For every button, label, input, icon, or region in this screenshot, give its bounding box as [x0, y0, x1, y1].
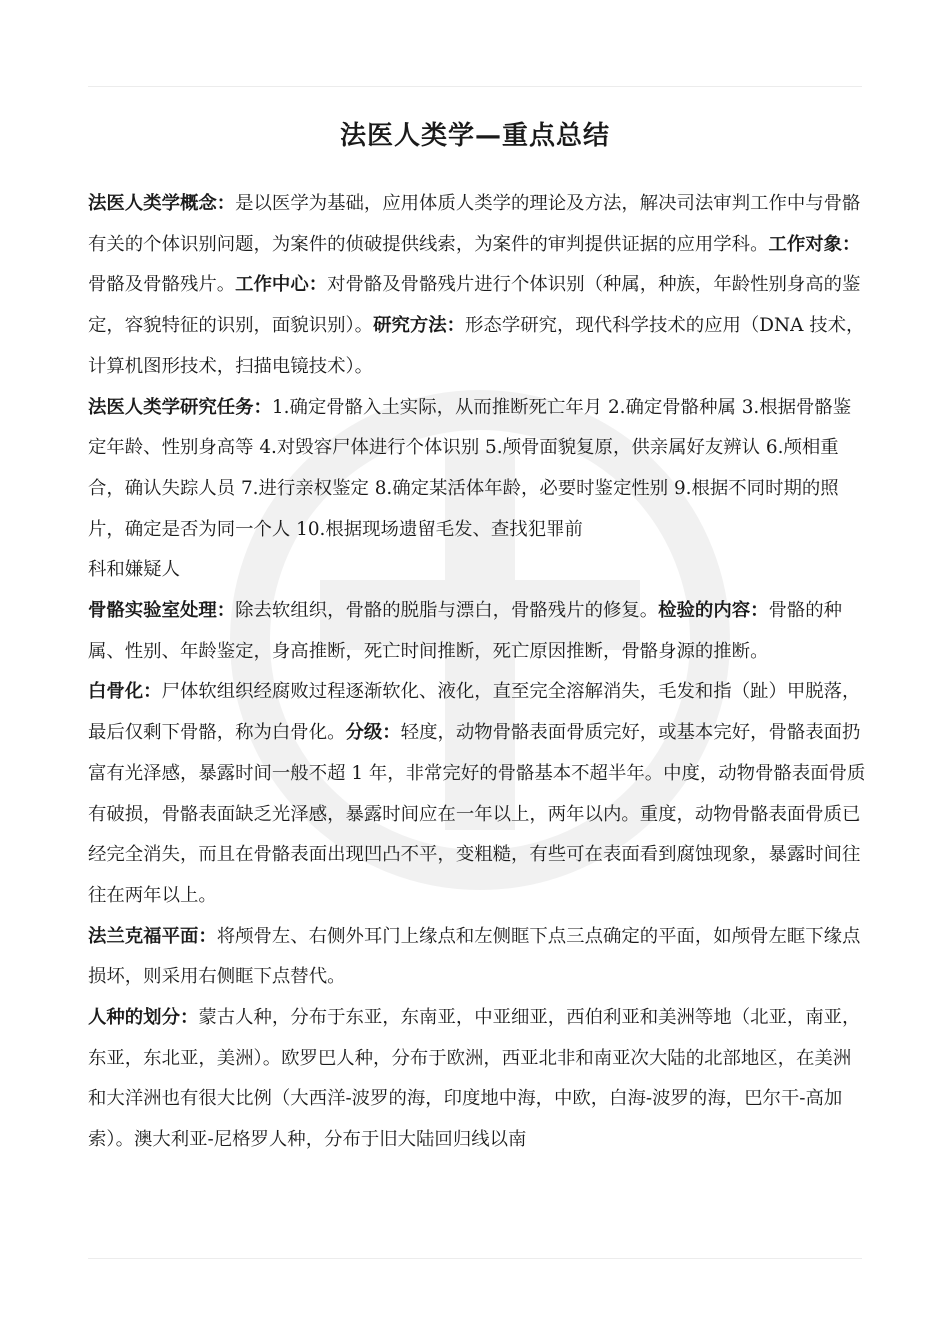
concept-text: 是以医学为基础，应用体质人类学的理论及方法，解决司法审判工作中与骨骼有关的个体识别问题，为案件的侦破提供线索，为案件的审判提供证据的应用学科。: [88, 193, 861, 255]
research-method-heading: 研究方法：: [373, 315, 466, 337]
grade-text: 轻度，动物骨骼表面骨质完好，或基本完好，骨骼表面扔富有光泽感，暴露时间一般不超 1 年，非常完好的骨骼基本不超半年。中度，动物骨骼表面骨质有破损，骨骼表面缺乏光泽感，暴露时间应在一年以上，两年以内。重度，动物骨骼表面骨质已经完全消失，而且在骨骼表面出现凹凸不平，变粗糙，有些可在表面看到腐蚀现象，暴露时间往往在两年以上。: [88, 722, 866, 906]
page-title: 法医人类学—重点总结: [339, 121, 610, 151]
skeletonization-text: 尸体软组织经腐败过程逐渐软化、液化，直至完全溶解消失，毛发和指（趾）甲脱落，最后仅剩下骨骼，称为白骨化。: [88, 681, 861, 744]
race-text: 蒙古人种，分布于东亚，东南亚，中亚细亚，西伯利亚和美洲等地（北亚，南亚，东亚，东北亚，美洲）。欧罗巴人种，分布于欧洲，西亚北非和南亚次大陆的北部地区，在美洲和大洋洲也有很大比例（大西洋-波罗的海，印度地中海，中欧，白海-波罗的海，巴尔干-高加索）。澳大利亚-尼格罗人种，分布于旧大陆回归线以南: [88, 1007, 861, 1151]
tasks-heading: 法医人类学研究任务：: [88, 396, 272, 418]
work-object-text: 骨骼及骨骼残片。: [88, 274, 236, 296]
concept-heading: 法医人类学概念：: [88, 193, 236, 214]
paragraph-concept: [88, 184, 868, 388]
inspection-content-text: 骨骼的种属、性别、年龄鉴定，身高推断，死亡时间推断，死亡原因推断，骨骼身源的推断。: [88, 600, 843, 662]
skeletonization-heading: 白骨化：: [88, 681, 162, 703]
footer-divider: [88, 1258, 862, 1259]
paragraph-tasks: [88, 388, 868, 551]
paragraph-frankfurt: [88, 917, 868, 998]
tasks-text: 1.确定骨骼入土实际，从而推断死亡年月 2.确定骨骼种属 3.根据骨骼鉴定年龄、性别身高等 4.对毁容尸体进行个体识别 5.颅骨面貌复原，供亲属好友辨认 6.颅相重合，确认失踪人员 7.进行亲权鉴定 8.确定某活体年龄，必要时鉴定性别 9.根据不同时期的照片，确定是否为同一个人 10.根据现场遗留毛发、查找犯罪前: [88, 396, 852, 540]
inspection-content-heading: 检验的内容：: [658, 600, 769, 622]
paragraph-race: [88, 998, 868, 1161]
frankfurt-heading: 法兰克福平面：: [88, 925, 217, 947]
lab-heading: 骨骼实验室处理：: [88, 600, 236, 622]
grade-heading: 分级：: [345, 722, 401, 744]
work-center-heading: 工作中心：: [235, 274, 328, 296]
race-heading: 人种的划分：: [88, 1007, 199, 1029]
tasks-tail-text: 科和嫌疑人: [88, 559, 180, 581]
paragraph-lab: [88, 591, 868, 672]
document-body: [88, 184, 868, 1161]
paragraph-tasks-tail: [88, 550, 868, 591]
work-center-text: 对骨骼及骨骼残片进行个体识别（种属，种族，年龄性别身高的鉴定，容貌特征的识别，面貌识别）。: [88, 274, 861, 337]
work-object-heading: 工作对象：: [768, 233, 861, 255]
research-method-text: 形态学研究，现代科学技术的应用（DNA 技术，计算机图形技术，扫描电镜技术）。: [88, 315, 865, 377]
paragraph-skeletonization: [88, 672, 868, 916]
lab-text: 除去软组织，骨骼的脱脂与漂白，骨骼残片的修复。: [235, 600, 659, 622]
frankfurt-text: 将颅骨左、右侧外耳门上缘点和左侧眶下点三点确定的平面，如颅骨左眶下缘点损坏，则采用右侧眶下点替代。: [88, 925, 861, 988]
header-divider: [88, 86, 862, 87]
